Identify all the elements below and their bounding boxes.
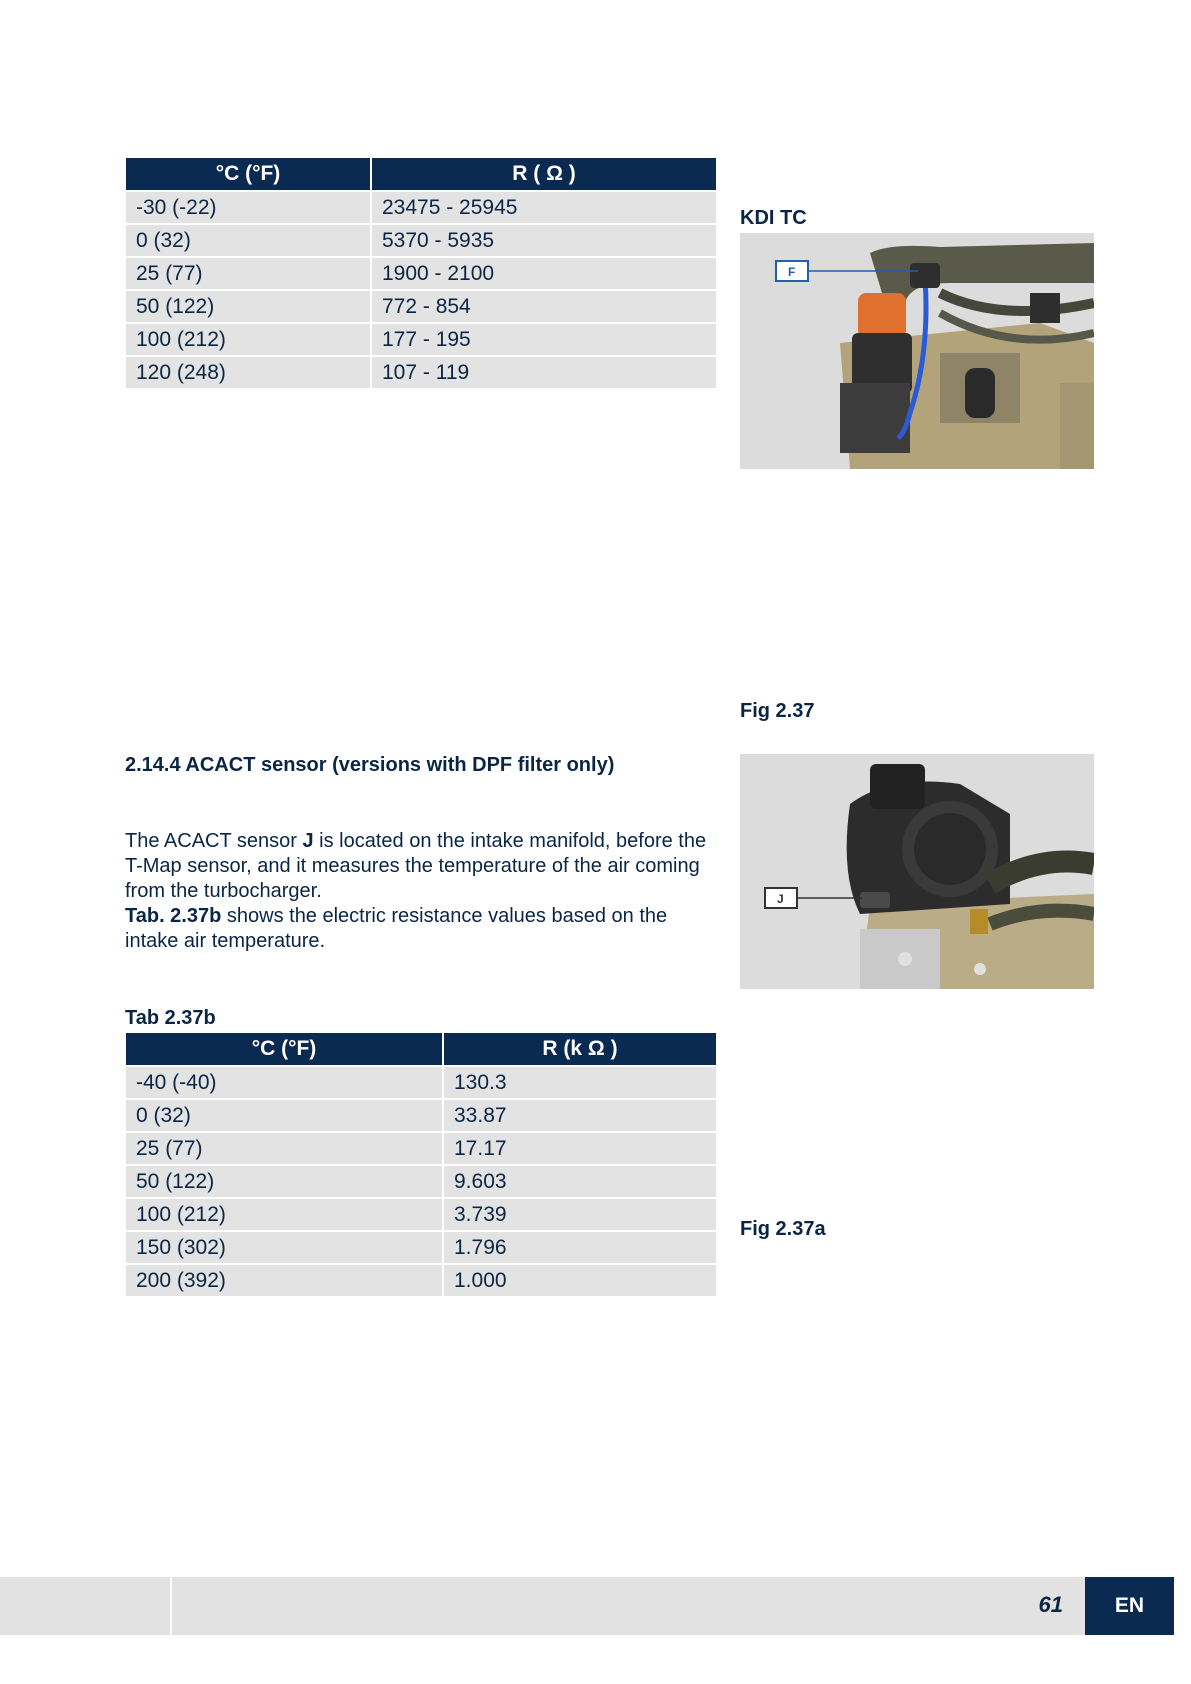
cell-temperature: 50 (122) xyxy=(126,1165,443,1198)
paragraph-text: shows the electric resistance values based on the intake air temperature. xyxy=(125,905,668,952)
resistance-table-1 xyxy=(126,158,716,388)
table-row xyxy=(126,356,716,388)
column-header-temperature: °C (°F) xyxy=(126,1033,443,1066)
cell-temperature: 100 (212) xyxy=(126,1198,443,1231)
footer-divider xyxy=(170,1577,172,1635)
table-header-row xyxy=(126,158,716,191)
cell-resistance: 33.87 xyxy=(443,1099,716,1132)
table-row xyxy=(126,1165,716,1198)
language-badge: EN xyxy=(1085,1577,1174,1635)
table-row xyxy=(126,1066,716,1099)
figure-caption: Fig 2.37a xyxy=(740,1218,826,1240)
callout-label-f: F xyxy=(788,265,796,279)
cell-temperature: 25 (77) xyxy=(126,257,371,290)
paragraph-bold-table-ref: Tab. 2.37b xyxy=(125,905,222,927)
engine-illustration xyxy=(740,233,1094,469)
column-header-temperature: °C (°F) xyxy=(126,158,371,191)
resistance-table-2 xyxy=(126,1033,716,1296)
cell-resistance: 772 - 854 xyxy=(371,290,716,323)
table-label: Tab 2.37b xyxy=(125,1007,216,1029)
table-row xyxy=(126,1198,716,1231)
page-number: 61 xyxy=(1038,1592,1063,1617)
table-header-row xyxy=(126,1033,716,1066)
engine-illustration xyxy=(740,754,1094,989)
figure-caption: Fig 2.37 xyxy=(740,700,815,722)
paragraph-bold-sensor-ref: J xyxy=(302,830,314,852)
cell-temperature: 150 (302) xyxy=(126,1231,443,1264)
cell-temperature: 25 (77) xyxy=(126,1132,443,1165)
cell-temperature: 100 (212) xyxy=(126,323,371,356)
cell-resistance: 1.796 xyxy=(443,1231,716,1264)
cell-resistance: 177 - 195 xyxy=(371,323,716,356)
column-header-resistance: R (k Ω ) xyxy=(443,1033,716,1066)
table-row xyxy=(126,1264,716,1296)
table-row xyxy=(126,257,716,290)
cell-resistance: 17.17 xyxy=(443,1132,716,1165)
cell-resistance: 107 - 119 xyxy=(371,356,716,388)
table-row xyxy=(126,1099,716,1132)
table-row xyxy=(126,191,716,224)
cell-temperature: 120 (248) xyxy=(126,356,371,388)
callout-label-j: J xyxy=(777,892,784,906)
section-heading: 2.14.4 ACACT sensor (versions with DPF filter only) xyxy=(125,754,615,776)
cell-resistance: 130.3 xyxy=(443,1066,716,1099)
cell-resistance: 1900 - 2100 xyxy=(371,257,716,290)
paragraph-text: is located on the intake manifold, before the T-Map sensor, and it measures the temperature of the air coming from the turbocharger. xyxy=(125,830,707,902)
engine-figure-kdi-tc xyxy=(740,233,1094,469)
cell-temperature: 0 (32) xyxy=(126,1099,443,1132)
cell-resistance: 1.000 xyxy=(443,1264,716,1296)
cell-resistance: 23475 - 25945 xyxy=(371,191,716,224)
cell-resistance: 3.739 xyxy=(443,1198,716,1231)
cell-temperature: -30 (-22) xyxy=(126,191,371,224)
table-row xyxy=(126,323,716,356)
section-paragraph xyxy=(125,829,725,954)
cell-temperature: 50 (122) xyxy=(126,290,371,323)
cell-temperature: -40 (-40) xyxy=(126,1066,443,1099)
table-row xyxy=(126,1132,716,1165)
cell-resistance: 5370 - 5935 xyxy=(371,224,716,257)
footer-bar xyxy=(0,1577,1085,1635)
cell-resistance: 9.603 xyxy=(443,1165,716,1198)
table-row xyxy=(126,1231,716,1264)
figure-title: KDI TC xyxy=(740,207,807,229)
table-row xyxy=(126,290,716,323)
column-header-resistance: R ( Ω ) xyxy=(371,158,716,191)
paragraph-text: The ACACT sensor xyxy=(125,830,303,852)
engine-figure-acact-sensor xyxy=(740,754,1094,989)
cell-temperature: 200 (392) xyxy=(126,1264,443,1296)
cell-temperature: 0 (32) xyxy=(126,224,371,257)
table-row xyxy=(126,224,716,257)
